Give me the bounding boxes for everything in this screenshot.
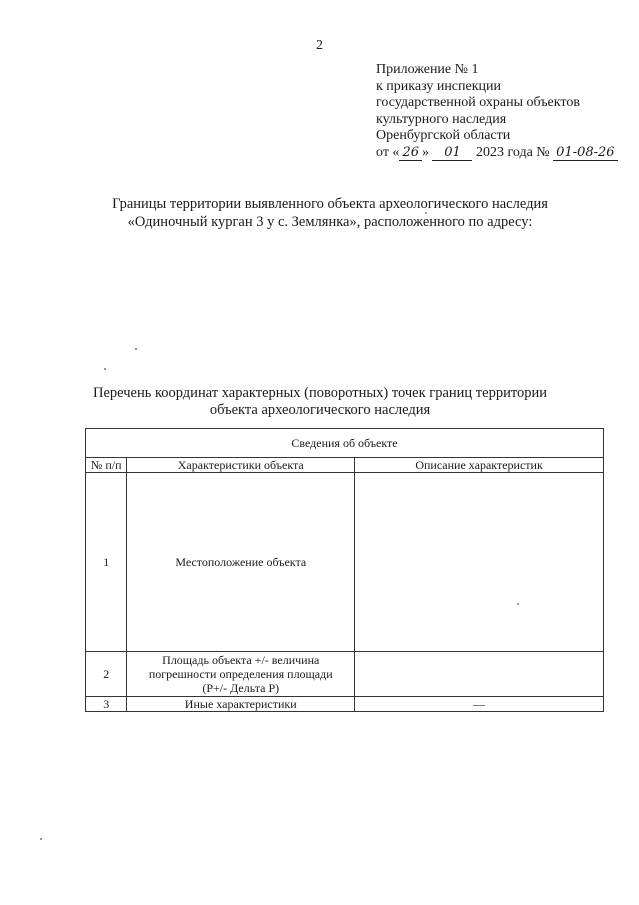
header-description: Описание характеристик bbox=[355, 458, 604, 473]
row-description bbox=[355, 652, 604, 697]
scan-speck bbox=[40, 838, 42, 840]
appendix-line: культурного наследия bbox=[376, 111, 507, 127]
row-number: 2 bbox=[86, 652, 127, 697]
row-number: 3 bbox=[86, 697, 127, 712]
characteristic-line: погрешности определения площади bbox=[148, 667, 333, 681]
appendix-date-line bbox=[376, 145, 618, 162]
row-description: — bbox=[355, 697, 604, 712]
appendix-line: Приложение № 1 bbox=[376, 62, 479, 77]
appendix-line: к приказу инспекции bbox=[376, 78, 502, 94]
scan-speck bbox=[517, 603, 519, 605]
appendix-block bbox=[376, 62, 618, 162]
list-title-line: объекта археологического наследия bbox=[209, 401, 431, 418]
table-row bbox=[86, 697, 604, 712]
row-characteristic: Иные характеристики bbox=[127, 697, 355, 712]
title-line: Границы территории выявленного объекта археологического наследия bbox=[112, 196, 548, 212]
coordinates-list-title bbox=[60, 385, 580, 418]
handwritten-day: 26 bbox=[399, 146, 422, 161]
header-characteristic: Характеристики объекта bbox=[127, 458, 355, 473]
row-characteristic: Местоположение объекта bbox=[127, 473, 355, 652]
table-caption: Сведения об объекте bbox=[86, 429, 604, 458]
row-number: 1 bbox=[86, 473, 127, 652]
header-number: № п/п bbox=[86, 458, 127, 473]
characteristic-line: (Р+/- Дельта Р) bbox=[202, 681, 280, 695]
handwritten-order-number: 01-08-26 bbox=[553, 146, 617, 161]
appendix-line: государственной охраны объектов bbox=[376, 95, 580, 111]
characteristic-line: Площадь объекта +/- величина bbox=[162, 653, 320, 667]
row-description bbox=[355, 473, 604, 652]
date-quote-close: » bbox=[421, 144, 429, 160]
table-row bbox=[86, 652, 604, 697]
scan-speck bbox=[104, 368, 106, 370]
object-info-table bbox=[85, 428, 604, 712]
year-text: 2023 года № bbox=[475, 144, 550, 160]
document-title bbox=[60, 195, 600, 231]
scan-speck bbox=[425, 212, 427, 214]
date-prefix: от « bbox=[376, 144, 400, 160]
page-number: 2 bbox=[316, 38, 323, 53]
title-line: «Одиночный курган 3 у с. Землянка», расположенного по адресу: bbox=[127, 214, 533, 230]
scan-speck bbox=[135, 348, 137, 350]
handwritten-month: 01 bbox=[432, 146, 472, 161]
appendix-line: Оренбургской области bbox=[376, 128, 511, 144]
table-row bbox=[86, 473, 604, 652]
row-characteristic bbox=[127, 652, 355, 697]
list-title-line: Перечень координат характерных (поворотных) точек границ территории bbox=[92, 385, 548, 401]
